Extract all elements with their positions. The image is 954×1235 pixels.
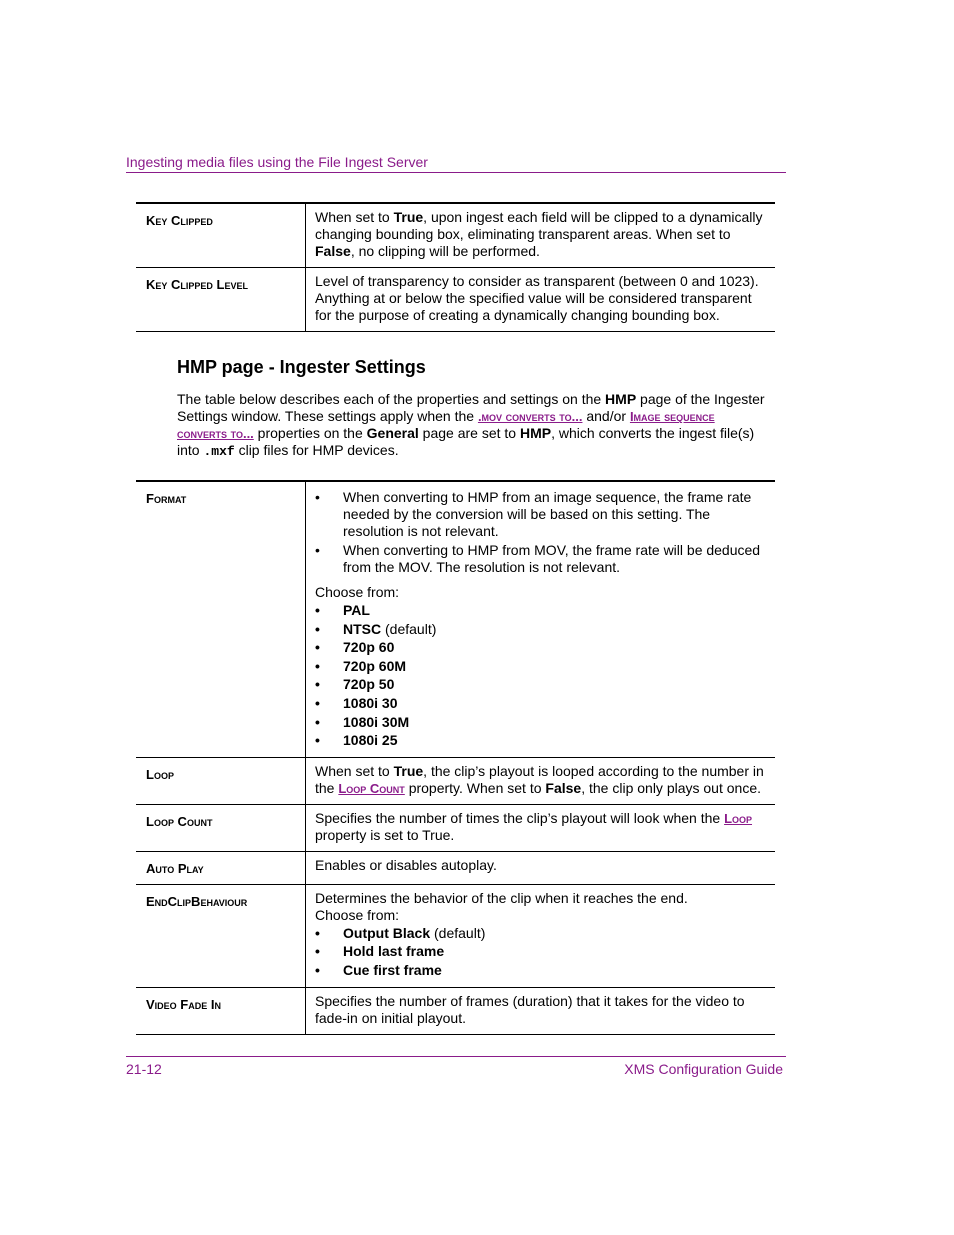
section-heading: HMP page - Ingester Settings <box>177 357 426 377</box>
table-row <box>136 268 775 332</box>
property-description: Specifies the number of frames (duration) that it takes for the video to fade-in on initial playout. <box>306 987 776 1034</box>
running-header: Ingesting media files using the File Ingest Server <box>126 154 428 170</box>
property-description: When set to True, the clip’s playout is looped according to the number in the Loop Count property. When set to False, the clip only plays out once. <box>306 757 776 804</box>
option-item: • 720p 50 <box>315 676 395 693</box>
mov-converts-to-link[interactable]: .mov converts to... <box>477 409 583 424</box>
property-name: EndClipBehaviour <box>146 893 248 909</box>
property-name: Loop Count <box>146 813 213 829</box>
properties-table-hmp <box>136 480 775 1035</box>
property-description: When set to True, upon ingest each field will be clipped to a dynamically changing bounding box, eliminating transparent areas. When set to False, no clipping will be performed. <box>306 203 776 268</box>
table-row-video-fade-in <box>136 987 775 1034</box>
table-row-loop <box>136 757 775 804</box>
table-row-format <box>136 481 775 757</box>
property-description <box>306 481 776 757</box>
table-row-auto-play <box>136 851 775 884</box>
option-item: • 720p 60M <box>315 657 407 674</box>
option-item: • Cue first frame <box>315 961 442 978</box>
table-row-loop-count <box>136 804 775 851</box>
option-item: • 1080i 30M <box>315 713 410 730</box>
property-name: Video Fade In <box>146 996 221 1012</box>
properties-table-upper <box>136 202 775 332</box>
property-name: Key Clipped Level <box>146 277 248 292</box>
header-rule <box>126 172 786 173</box>
loop-count-link[interactable]: Loop Count <box>338 780 405 796</box>
property-description: Enables or disables autoplay. <box>306 851 776 884</box>
page-number: 21-12 <box>126 1061 162 1077</box>
book-title: XMS Configuration Guide <box>624 1061 783 1077</box>
option-item: • PAL <box>315 602 370 618</box>
property-name: Auto Play <box>146 860 204 876</box>
option-item: • NTSC (default) <box>315 620 437 637</box>
list-item: • When converting to HMP from an image sequence, the frame rate needed by the conversion will be based on this setting. The resolution is not relevant. <box>315 489 752 539</box>
intro-paragraph: The table below describes each of the properties and settings on the HMP page of the Ingester Settings window. These settings apply when the .mov converts to... and/or Image sequence converts to... properties on the General page are set to HMP, which converts the ingest file(s) into .mxf clip files for HMP devices. <box>177 391 765 459</box>
mxf-extension: .mxf <box>203 444 235 459</box>
property-description: Determines the behavior of the clip when it reaches the end. Choose from: • Output Black (default) • Hold last frame • Cue first frame <box>306 884 776 987</box>
property-name: Key Clipped <box>146 213 213 228</box>
property-name: Format <box>146 491 187 506</box>
choose-from-label: Choose from: <box>315 906 400 923</box>
option-item: • 1080i 30 <box>315 694 398 711</box>
option-item: • 720p 60 <box>315 639 395 656</box>
table-row-end-clip-behaviour <box>136 884 775 987</box>
choose-from-label: Choose from: <box>315 584 400 600</box>
loop-link[interactable]: Loop <box>724 810 753 826</box>
list-item: • When converting to HMP from MOV, the frame rate will be deduced from the MOV. The resolution is not relevant. <box>315 542 761 575</box>
footer-rule <box>126 1056 786 1057</box>
image-sequence-converts-to-link[interactable]: Image sequence converts to... <box>177 409 715 441</box>
property-description: Level of transparency to consider as transparent (between 0 and 1023). Anything at or below the specified value will be considered transparent for the purpose of creating a dynamically changing bounding box. <box>306 268 776 332</box>
property-name: Loop <box>146 766 174 782</box>
option-item: • Output Black (default) <box>315 924 486 941</box>
option-item: • Hold last frame <box>315 943 445 960</box>
property-description: Specifies the number of times the clip’s playout will look when the Loop property is set to True. <box>306 804 776 851</box>
option-item: • 1080i 25 <box>315 732 398 749</box>
table-row <box>136 203 775 268</box>
